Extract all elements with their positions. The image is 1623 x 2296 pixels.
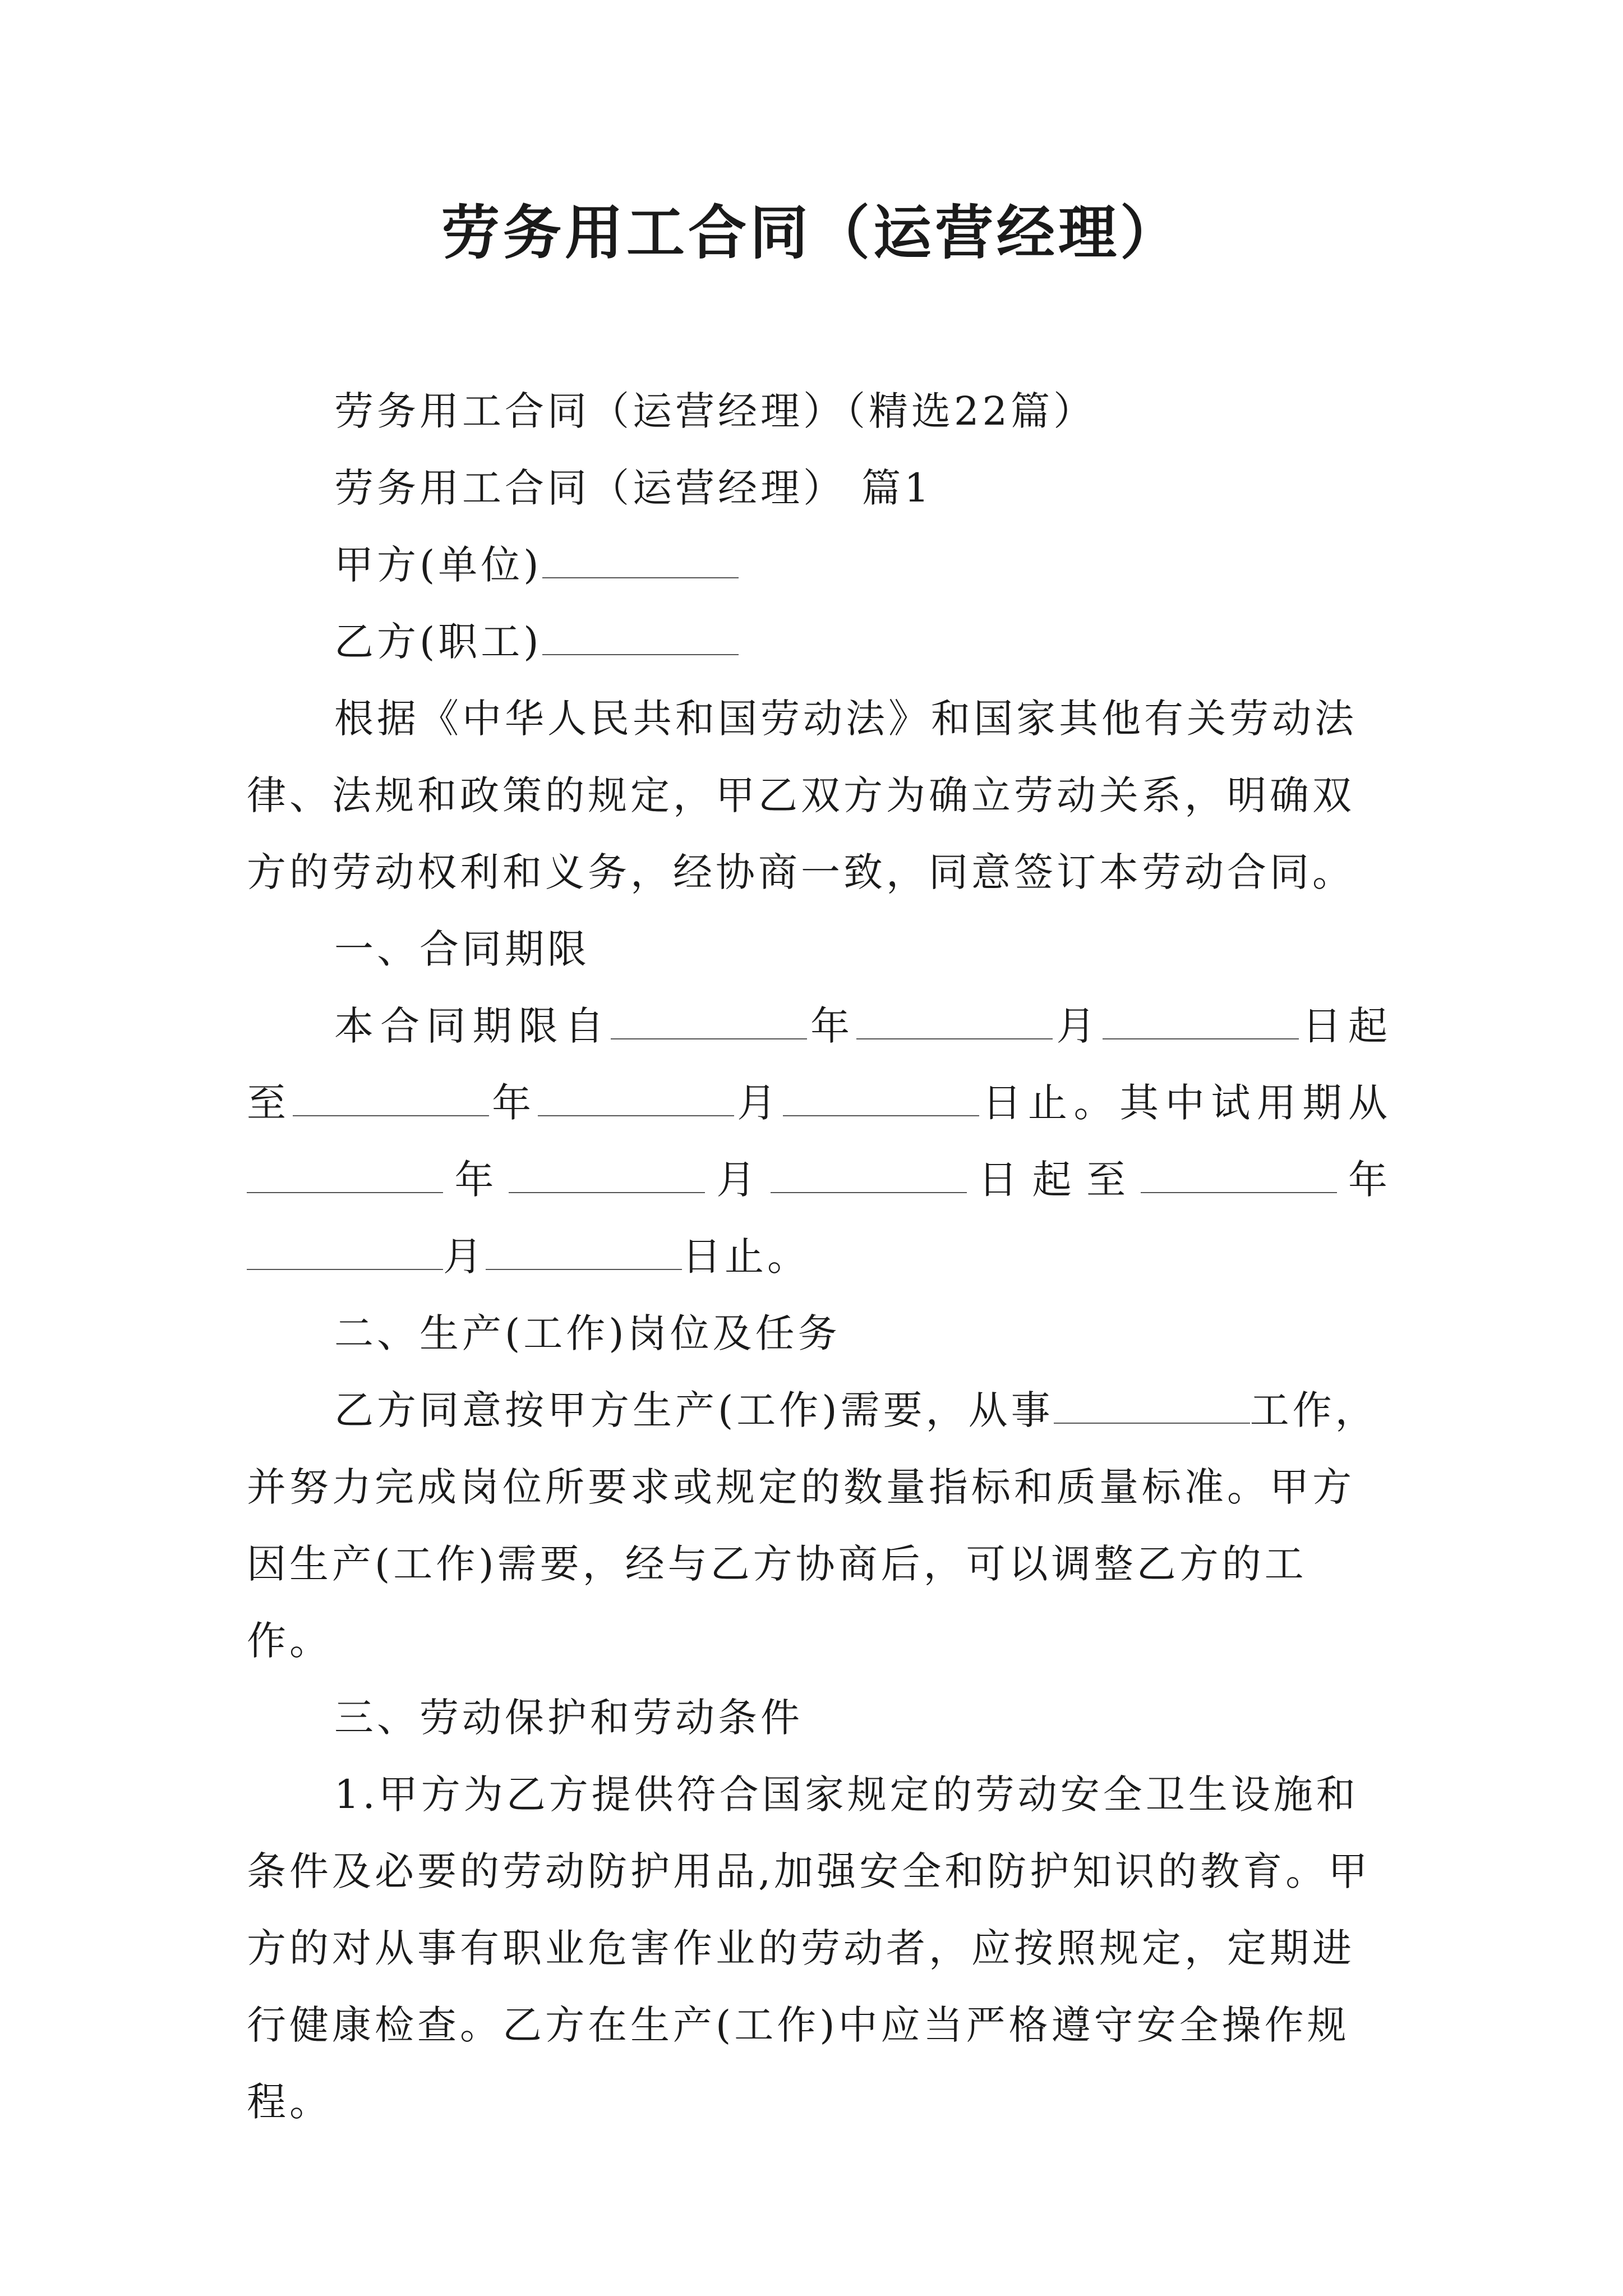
section3-heading: 三、劳动保护和劳动条件 xyxy=(334,1695,803,1741)
job-blank xyxy=(1054,1422,1250,1424)
party-a-blank xyxy=(542,577,739,578)
section2-paragraph: 乙方同意按甲方生产(工作)需要，从事 工作，并努力完成岗位所要求或规定的数量指标和质量标准。甲方因生产(工作)需要，经与乙方协商后，可以调整乙方的工作。 xyxy=(247,1387,1378,1664)
end-day-blank xyxy=(783,1115,979,1116)
term-line-1: 本合同期限自 年 月 日起 xyxy=(334,1003,1391,1049)
party-b-line xyxy=(247,604,1391,680)
term-line-2: 至 年 月 日止。其中试用期从 xyxy=(247,1080,1391,1126)
section1-heading: 一、合同期限 xyxy=(334,926,590,972)
section3-paragraph-1: 1.甲方为乙方提供符合国家规定的劳动安全卫生设施和条件及必要的劳动防护用品,加强安全和防护知识的教育。甲方的对从事有职业危害作业的劳动者，应按照规定，定期进行健康检查。乙方在生产(工作)中应当严格遵守安全操作规程。 xyxy=(247,1772,1371,2125)
start-day-blank xyxy=(1103,1038,1299,1039)
party-b-blank xyxy=(542,654,739,655)
term-line-3: 年 月 日起至 年 xyxy=(247,1142,1391,1218)
document-body xyxy=(247,373,1391,2141)
document-title: 劳务用工合同（运营经理） xyxy=(441,198,1182,267)
probation-start-year-blank xyxy=(247,1191,443,1193)
party-a-label: 甲方(单位) xyxy=(334,542,542,588)
section2-heading: 二、生产(工作)岗位及任务 xyxy=(334,1310,841,1356)
party-b-label: 乙方(职工) xyxy=(334,619,542,665)
subtitle: 劳务用工合同（运营经理）（精选22篇） xyxy=(334,388,1096,434)
start-year-blank xyxy=(611,1038,807,1039)
section1-term-paragraph xyxy=(247,988,1391,1295)
probation-start-month-blank xyxy=(509,1191,705,1193)
probation-end-month-blank xyxy=(247,1268,443,1270)
intro-paragraph: 根据《中华人民共和国劳动法》和国家其他有关劳动法律、法规和政策的规定，甲乙双方为确立劳动关系，明确双方的劳动权利和义务，经协商一致，同意签订本劳动合同。 xyxy=(247,696,1357,895)
term-line-4: 月 日止。 xyxy=(247,1218,1391,1295)
start-month-blank xyxy=(856,1038,1053,1039)
end-year-blank xyxy=(293,1115,489,1116)
party-a-line xyxy=(247,527,1391,604)
end-month-blank xyxy=(538,1115,734,1116)
probation-end-year-blank xyxy=(1141,1191,1337,1193)
probation-end-day-blank xyxy=(486,1268,682,1270)
probation-start-day-blank xyxy=(771,1191,967,1193)
article-heading: 劳务用工合同（运营经理） 篇1 xyxy=(334,465,933,511)
